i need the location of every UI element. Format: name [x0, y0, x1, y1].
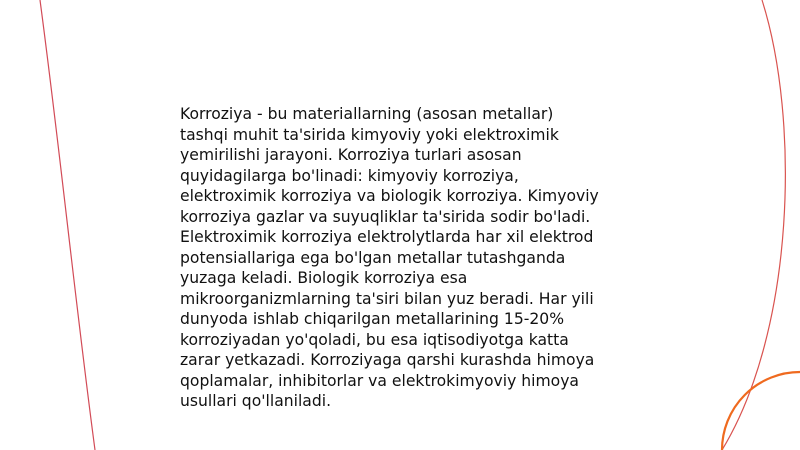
- orange-circle-decoration: [722, 372, 800, 450]
- body-line: korroziya gazlar va suyuqliklar ta'sirida sodir bo'ladi.: [180, 207, 591, 226]
- body-line: quyidagilarga bo'linadi: kimyoviy korroziya,: [180, 166, 519, 185]
- body-line: usullari qo'llaniladi.: [180, 392, 332, 410]
- body-line: mikroorganizmlarning ta'siri bilan yuz beradi. Har yili: [180, 289, 594, 308]
- body-line: elektroximik korroziya va biologik korroziya. Kimyoviy: [180, 187, 599, 205]
- body-line: tashqi muhit ta'sirida kimyoviy yoki elektroximik: [180, 125, 559, 144]
- body-line: korroziyadan yo'qoladi, bu esa iqtisodiyotga katta: [180, 330, 569, 349]
- body-line: Elektroximik korroziya elektrolytlarda har xil elektrod: [180, 228, 594, 246]
- body-line: yemirilishi jarayoni. Korroziya turlari asosan: [180, 146, 522, 164]
- body-line: potensiallariga ega bo'lgan metallar tutashganda: [180, 248, 566, 267]
- body-line: dunyoda ishlab chiqarilgan metallarining 15-20%: [180, 310, 565, 328]
- body-line: qoplamalar, inhibitorlar va elektrokimyoviy himoya: [180, 371, 579, 390]
- body-line: yuzaga keladi. Biologik korroziya esa: [180, 269, 468, 287]
- left-arc-decoration: [40, 0, 95, 450]
- body-line: Korroziya - bu materiallarning (asosan metallar): [180, 105, 554, 123]
- right-arc-decoration: [722, 0, 785, 450]
- body-paragraph: [180, 104, 630, 412]
- body-line: zarar yetkazadi. Korroziyaga qarshi kurashda himoya: [180, 351, 595, 369]
